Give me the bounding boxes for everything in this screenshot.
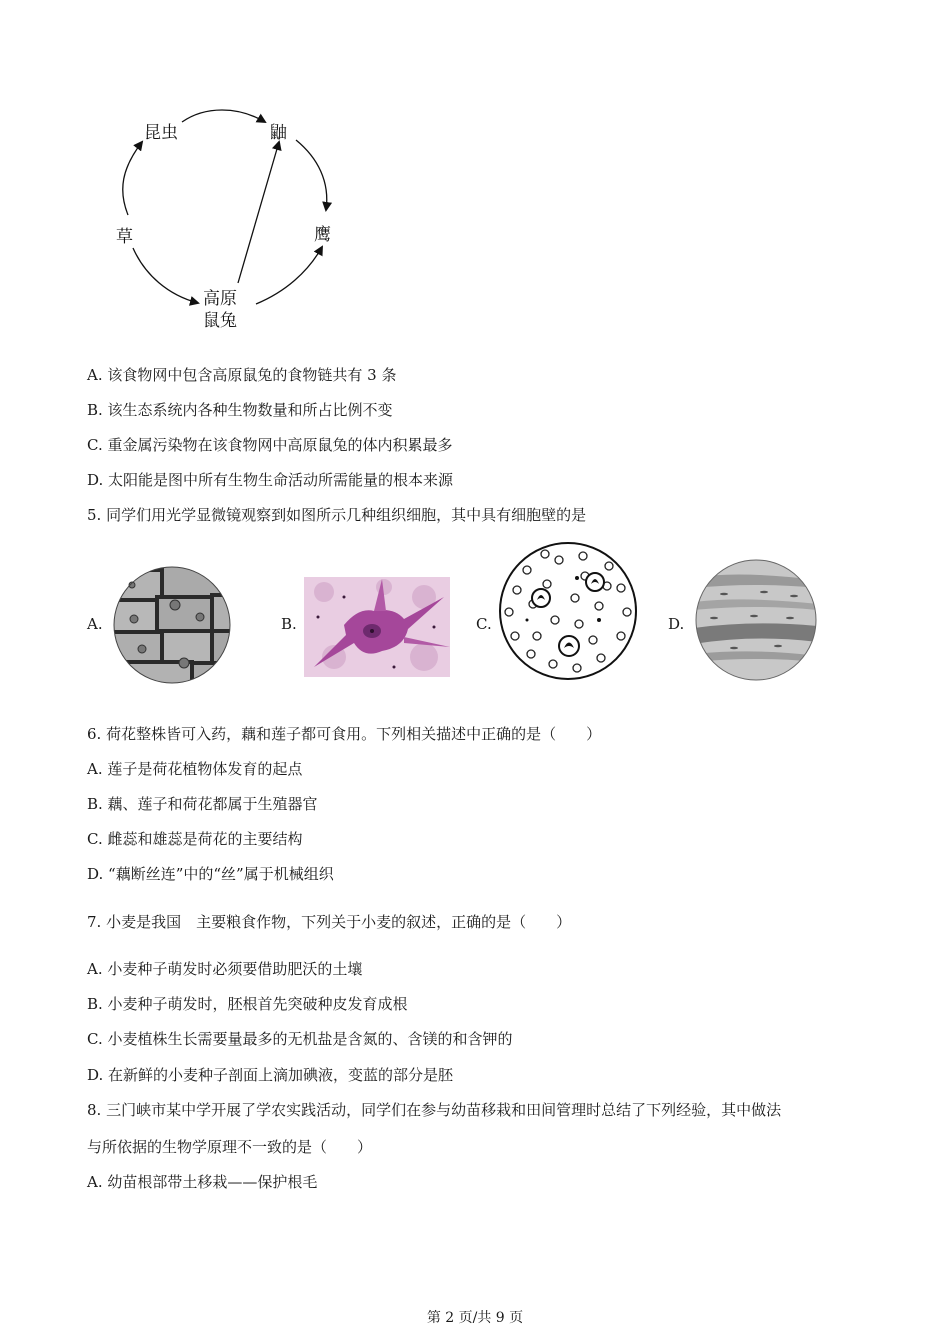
- q8-stem-line2: 与所依据的生物学原理不一致的是（ ）: [87, 1138, 373, 1156]
- q7-option-d: D. 在新鲜的小麦种子剖面上滴加碘液，变蓝的部分是胚: [87, 1066, 454, 1084]
- node-grass: 草: [116, 227, 133, 247]
- q5-label-b: B.: [281, 615, 297, 633]
- node-rabbit-line1: 高原: [203, 289, 237, 309]
- q7-option-b: B. 小麦种子萌发时，胚根首先突破种皮发育成根: [87, 995, 408, 1013]
- arrow-rabbit-bird: [238, 142, 279, 283]
- q7-option-c: C. 小麦植株生长需要量最多的无机盐是含氮的、含镁的和含钾的: [87, 1030, 513, 1048]
- q5-label-a: A.: [87, 615, 103, 633]
- arrow-rabbit-hawk: [256, 247, 322, 304]
- arrow-bird-hawk: [296, 140, 327, 210]
- q4-option-c: C. 重金属污染物在该食物网中高原鼠兔的体内积累最多: [87, 436, 453, 454]
- food-web-arrows: [0, 0, 350, 340]
- cell-image-b: [304, 577, 450, 677]
- q6-option-c: C. 雌蕊和雄蕊是荷花的主要结构: [87, 830, 303, 848]
- q5-label-d: D.: [668, 615, 685, 633]
- q6-option-b: B. 藕、莲子和荷花都属于生殖器官: [87, 795, 318, 813]
- cell-image-c: [497, 540, 639, 682]
- q6-option-a: A. 莲子是荷花植物体发育的起点: [87, 760, 303, 778]
- cell-image-d: [694, 558, 818, 682]
- q5-label-c: C.: [476, 615, 492, 633]
- q7-option-a: A. 小麦种子萌发时必须要借助肥沃的土壤: [87, 960, 363, 978]
- node-insect: 昆虫: [144, 123, 178, 143]
- q8-option-a: A. 幼苗根部带土移栽——保护根毛: [87, 1173, 318, 1191]
- q8-stem-line1: 8. 三门峡市某中学开展了学农实践活动，同学们在参与幼苗移栽和田间管理时总结了下列经验，其中做法: [87, 1101, 782, 1119]
- q5-stem: 5. 同学们用光学显微镜观察到如图所示几种组织细胞，其中具有细胞壁的是: [87, 506, 587, 524]
- arrow-grass-insect: [123, 142, 142, 215]
- arrow-insect-bird: [182, 110, 265, 122]
- arrow-grass-rabbit: [133, 248, 198, 303]
- q4-option-b: B. 该生态系统内各种生物数量和所占比例不变: [87, 401, 393, 419]
- node-bird: 鼬: [270, 123, 287, 143]
- node-rabbit-line2: 鼠兔: [203, 311, 237, 331]
- cell-image-a: [112, 565, 232, 685]
- page-number: 第 2 页/共 9 页: [426, 1310, 524, 1326]
- q4-option-a: A. 该食物网中包含高原鼠兔的食物链共有 3 条: [87, 366, 397, 384]
- q6-stem: 6. 荷花整株皆可入药，藕和莲子都可食用。下列相关描述中正确的是（ ）: [87, 725, 602, 743]
- q7-stem: 7. 小麦是我国 主要粮食作物，下列关于小麦的叙述，正确的是（ ）: [87, 913, 572, 931]
- node-hawk: 鹰: [314, 225, 331, 245]
- q6-option-d: D. “藕断丝连”中的“丝”属于机械组织: [87, 865, 334, 883]
- q4-option-d: D. 太阳能是图中所有生物生命活动所需能量的根本来源: [87, 471, 454, 489]
